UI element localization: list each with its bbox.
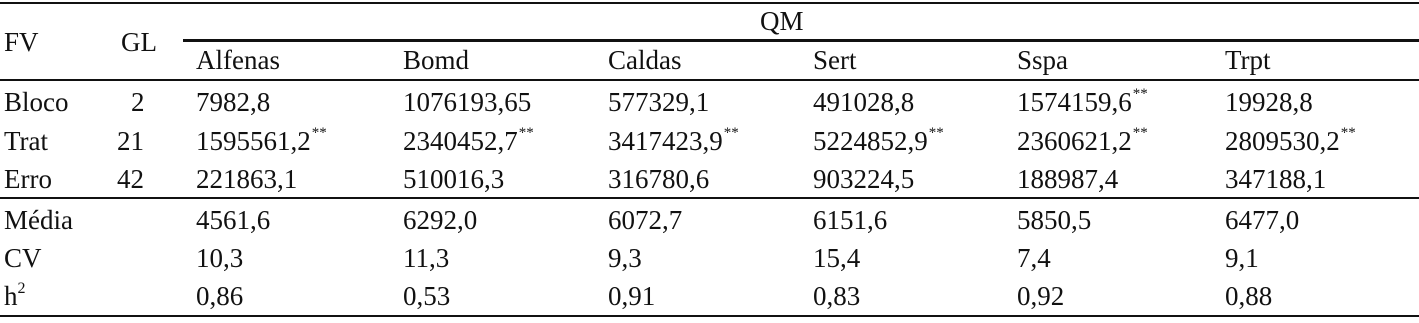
- cell-trat-alfenas: 1595561,2**: [196, 125, 327, 156]
- row-label-cv: CV: [4, 243, 42, 273]
- header-location-caldas: Caldas: [608, 45, 682, 75]
- row-label-media: Média: [4, 205, 73, 235]
- cell-h2-trpt: 0,88: [1225, 281, 1273, 311]
- cell-h2-alfenas: 0,86: [196, 281, 244, 311]
- cell-h2-bomd: 0,53: [403, 281, 451, 311]
- cell-bloco-sspa: 1574159,6**: [1017, 86, 1148, 117]
- row-gl-trat: 21: [117, 126, 144, 156]
- row-gl-bloco: 2: [131, 87, 145, 117]
- significance-marker: **: [311, 125, 327, 141]
- row-gl-erro: 42: [117, 164, 144, 194]
- significance-marker: **: [1132, 125, 1148, 141]
- significance-marker: **: [1340, 125, 1356, 141]
- cell-bloco-sert: 491028,8: [813, 87, 915, 117]
- cell-media-caldas: 6072,7: [608, 205, 683, 235]
- cell-cv-bomd: 11,3: [403, 243, 450, 273]
- cell-erro-sert: 903224,5: [813, 164, 915, 194]
- row-label-erro: Erro: [4, 164, 52, 194]
- bottom-rule: [0, 315, 1419, 317]
- header-rule: [0, 79, 1419, 81]
- cell-trat-trpt: 2809530,2**: [1225, 125, 1356, 156]
- cell-erro-caldas: 316780,6: [608, 164, 710, 194]
- cell-trat-caldas: 3417423,9**: [608, 125, 739, 156]
- significance-marker: **: [928, 125, 944, 141]
- top-rule: [0, 2, 1419, 4]
- header-gl: GL: [121, 27, 157, 57]
- cell-bloco-alfenas: 7982,8: [196, 87, 271, 117]
- cell-h2-sert: 0,83: [813, 281, 861, 311]
- superscript-two: 2: [17, 280, 26, 297]
- cell-trat-bomd: 2340452,7**: [403, 125, 534, 156]
- cell-media-sert: 6151,6: [813, 205, 888, 235]
- cell-bloco-trpt: 19928,8: [1225, 87, 1313, 117]
- cell-h2-caldas: 0,91: [608, 281, 656, 311]
- header-qm: QM: [760, 6, 804, 36]
- cell-media-sspa: 5850,5: [1017, 205, 1092, 235]
- cell-media-bomd: 6292,0: [403, 205, 478, 235]
- qm-rule: [183, 39, 1419, 42]
- cell-media-trpt: 6477,0: [1225, 205, 1300, 235]
- cell-cv-trpt: 9,1: [1225, 243, 1259, 273]
- cell-erro-sspa: 188987,4: [1017, 164, 1119, 194]
- cell-cv-sspa: 7,4: [1017, 243, 1051, 273]
- header-location-alfenas: Alfenas: [196, 45, 280, 75]
- cell-trat-sspa: 2360621,2**: [1017, 125, 1148, 156]
- row-label-h2: $h^2$: [4, 280, 26, 311]
- cell-trat-sert: 5224852,9**: [813, 125, 944, 156]
- cell-erro-alfenas: 221863,1: [196, 164, 298, 194]
- cell-erro-trpt: 347188,1: [1225, 164, 1327, 194]
- header-location-bomd: Bomd: [403, 45, 470, 75]
- cell-bloco-bomd: 1076193,65: [403, 87, 532, 117]
- cell-media-alfenas: 4561,6: [196, 205, 271, 235]
- row-label-trat: Trat: [4, 126, 49, 156]
- significance-marker: **: [1132, 86, 1148, 102]
- header-fv: FV: [4, 27, 39, 57]
- cell-cv-alfenas: 10,3: [196, 243, 244, 273]
- middle-rule: [0, 197, 1419, 199]
- header-location-sert: Sert: [813, 45, 857, 75]
- cell-bloco-caldas: 577329,1: [608, 87, 710, 117]
- cell-cv-caldas: 9,3: [608, 243, 642, 273]
- row-label-bloco: Bloco: [4, 87, 69, 117]
- header-location-sspa: Sspa: [1017, 45, 1069, 75]
- significance-marker: **: [723, 125, 739, 141]
- header-location-trpt: Trpt: [1225, 45, 1271, 75]
- cell-h2-sspa: 0,92: [1017, 281, 1065, 311]
- cell-erro-bomd: 510016,3: [403, 164, 505, 194]
- cell-cv-sert: 15,4: [813, 243, 861, 273]
- significance-marker: **: [518, 125, 534, 141]
